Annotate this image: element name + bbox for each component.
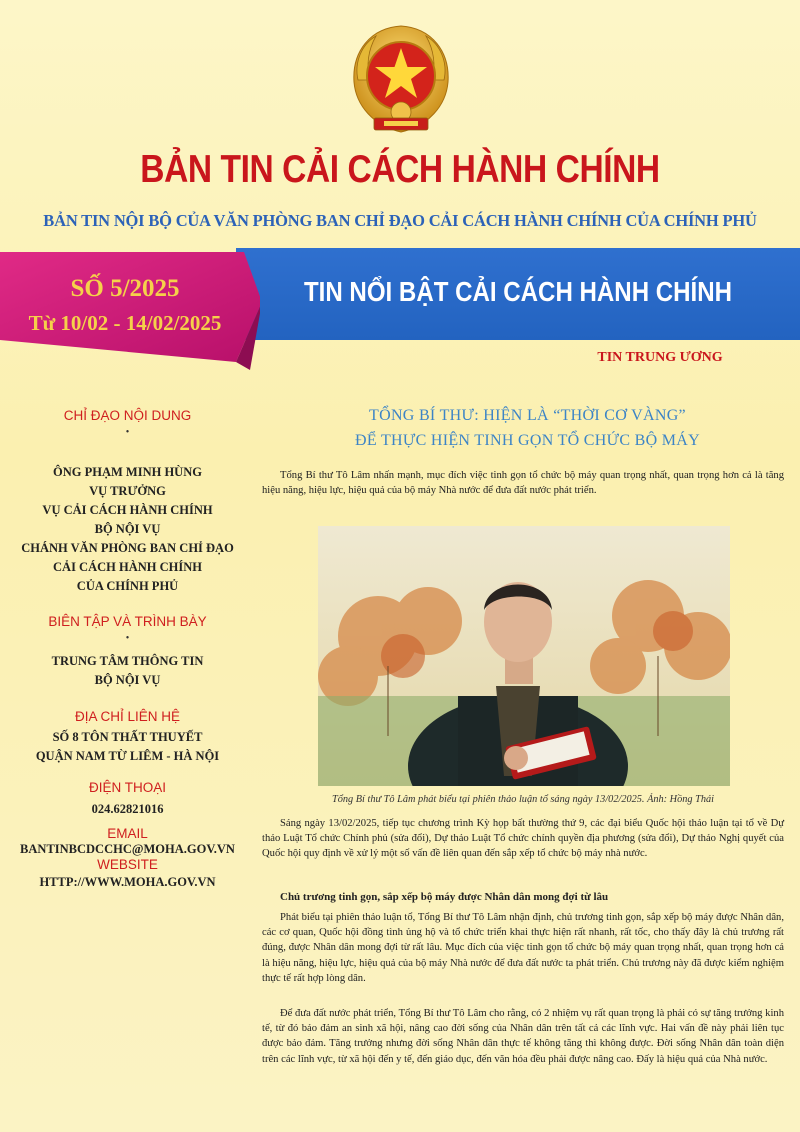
banner-title: TIN NỔI BẬT CẢI CÁCH HÀNH CHÍNH (303, 276, 733, 307)
address-line: QUẬN NAM TỪ LIÊM - HÀ NỘI (35, 749, 220, 763)
article-subheading: Chủ trương tinh gọn, sắp xếp bộ máy được Nhân dân mong đợi từ lâu (280, 891, 609, 903)
email-heading: EMAIL (107, 826, 148, 841)
newsletter-subtitle: BẢN TIN NỘI BỘ CỦA VĂN PHÒNG BAN CHỈ ĐẠO CẢI CÁCH HÀNH CHÍNH CỦA CHÍNH PHỦ (43, 211, 757, 230)
director-line: VỤ TRƯỞNG (89, 484, 166, 498)
section-label: TIN TRUNG ƯƠNG (597, 350, 723, 365)
speaker-portrait-photo (318, 526, 730, 786)
website-heading: WEBSITE (97, 857, 158, 872)
director-line: BỘ NỘI VỤ (94, 522, 161, 536)
newsletter-title: BẢN TIN CẢI CÁCH HÀNH CHÍNH (140, 148, 660, 191)
phone-heading: ĐIỆN THOẠI (88, 780, 166, 795)
content-direction-heading: CHỈ ĐẠO NỘI DUNG (63, 408, 192, 423)
article-paragraph: Phát biểu tại phiên thảo luận tổ, Tổng Bí thư Tô Lâm nhận định, chủ trương tinh gọn, sắp xếp bộ máy được Nhân dân, các cơ quan, Quốc hội đồng tình ủng hộ và tổ chức triển khai thực hiện rất nhanh, rất tốc, cho thấy đây là chủ trương rất đúng, được Nhân dân mong đợi từ rất lâu. Mục đích của việc tinh gọn tổ chức bộ máy quan trọng nhất, quan trọng hơn cả là hiệu năng, hiệu lực, hiệu quả của bộ máy Nhà nước để đưa đất nước ta phát triển. Chủ trương này đã được kiểm nghiệm thực tế rất hợp lòng dân. (262, 912, 784, 984)
article-title (270, 403, 785, 453)
phone-value: 024.62821016 (91, 802, 164, 816)
photo-caption: Tổng Bí thư Tô Lâm phát biểu tại phiên thảo luận tổ sáng ngày 13/02/2025. Ảnh: Hồng Thái (331, 794, 715, 805)
director-line: CHÁNH VĂN PHÒNG BAN CHỈ ĐẠO (21, 541, 234, 555)
email-link[interactable]: BANTINBCDCCHC@MOHA.GOV.VN (20, 842, 235, 856)
bullet: • (125, 633, 130, 644)
website-link[interactable]: HTTP://WWW.MOHA.GOV.VN (39, 875, 216, 889)
issue-date-range: Từ 10/02 - 14/02/2025 (28, 311, 222, 335)
bullet: • (125, 427, 130, 438)
address-line: SỐ 8 TÔN THẤT THUYẾT (52, 730, 203, 744)
director-name: ÔNG PHẠM MINH HÙNG (53, 465, 202, 479)
address-heading: ĐỊA CHỈ LIÊN HỆ (74, 709, 181, 724)
issue-number: SỐ 5/2025 (70, 275, 180, 302)
article-lead: Tổng Bí thư Tô Lâm nhấn mạnh, mục đích việc tinh gọn tổ chức bộ máy quan trọng nhất, quan trọng hơn cả là tăng hiệu năng, hiệu lực, hiệu quả của bộ máy Nhà nước để đưa đất nước phát triển. (262, 470, 784, 497)
editing-heading: BIÊN TẬP VÀ TRÌNH BÀY (48, 614, 207, 629)
article-title-line: ĐỂ THỰC HIỆN TINH GỌN TỔ CHỨC BỘ MÁY (355, 432, 700, 449)
editing-line: TRUNG TÂM THÔNG TIN (51, 654, 204, 668)
director-line: CỦA CHÍNH PHỦ (76, 579, 179, 593)
article-paragraph: Để đưa đất nước phát triển, Tổng Bí thư Tô Lâm cho rằng, có 2 nhiệm vụ rất quan trọng là phải có sự tăng trưởng kinh tế, từ đó bảo đảm an sinh xã hội, nâng cao đời sống của Nhân dân trên tất cả các lĩnh vực. Hai vấn đề này phải liên tục được bảo đảm. Tăng trưởng nhưng đời sống Nhân dân thực tế không tăng thì không được. Đời sống Nhân dân toàn diện trên các lĩnh vực, từ xã hội đến y tế, đến giáo dục, đến văn hóa đều phải được nâng cao. Đấy là hiệu quả của Nhà nước. (262, 1008, 784, 1065)
director-line: VỤ CẢI CÁCH HÀNH CHÍNH (42, 503, 213, 517)
director-line: CẢI CÁCH HÀNH CHÍNH (53, 560, 202, 574)
article-title-line: TỔNG BÍ THƯ: HIỆN LÀ “THỜI CƠ VÀNG” (369, 407, 686, 424)
editing-line: BỘ NỘI VỤ (94, 673, 161, 687)
national-emblem-icon (340, 22, 462, 144)
article-paragraph: Sáng ngày 13/02/2025, tiếp tục chương trình Kỳ họp bất thường thứ 9, các đại biểu Quốc hội thảo luận tại tổ về Dự thảo Luật Tổ chức Chính phủ (sửa đổi), Dự thảo Luật Tổ chức chính quyền địa phương (sửa đổi), Dự thảo Nghị quyết của Quốc hội quy định về xử lý một số vấn đề liên quan đến sắp xếp tổ chức bộ máy nhà nước. (262, 818, 784, 860)
